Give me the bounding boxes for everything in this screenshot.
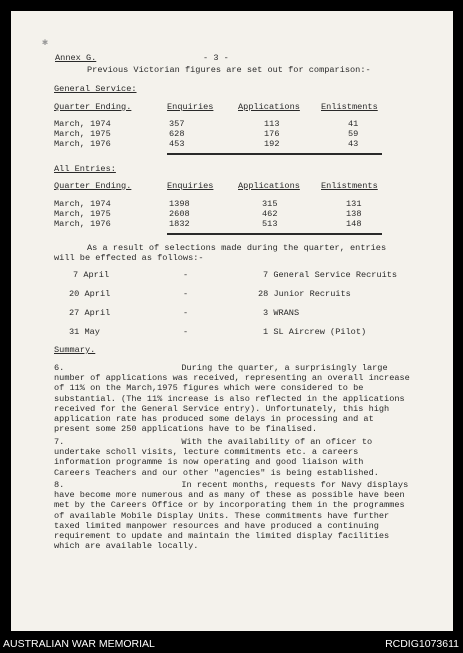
hole-punch-mark: ✱: [42, 38, 49, 49]
paragraph-6: [54, 363, 434, 434]
paragraph-line: number of applications was received, representing an overall increase: [54, 373, 410, 384]
general-service-heading: General Service:: [54, 84, 137, 94]
paragraph-8: [54, 480, 434, 551]
paragraph-line: which are available locally.: [54, 541, 199, 552]
paragraph-first-line: In recent months, requests for Navy displays: [181, 480, 409, 490]
table-cell-enlistments: 43: [348, 139, 359, 149]
table-row-quarter: March, 1976: [54, 139, 111, 149]
paragraph-number: 8.: [54, 480, 65, 490]
schedule-entry: 1 SL Aircrew (Pilot): [263, 327, 367, 337]
archive-id: RCDIG1073611: [385, 638, 459, 650]
paragraph-first-line: During the quarter, a surprisingly large: [181, 363, 388, 373]
table-cell-applications: 462: [262, 209, 278, 219]
paragraph-line: Careers Teachers and our other "agencies" is being established.: [54, 467, 379, 478]
col-header-applications: Applications: [238, 102, 300, 112]
schedule-date: 20 April: [69, 289, 111, 299]
table-rule: [167, 153, 382, 155]
table-cell-enquiries: 453: [169, 139, 185, 149]
schedule-dash: -: [183, 327, 189, 337]
paragraph-line: of available Mobile Display Units. These commitments have further: [54, 510, 390, 521]
paragraph-line: substantial. (The 11% increase is also reflected in the applications: [54, 393, 405, 404]
col-header-quarter: Quarter Ending.: [54, 102, 132, 112]
paragraph-line: requirement to update and maintain the limited display facilities: [54, 531, 390, 542]
archive-footer: [0, 636, 463, 653]
paragraph-line: received for the General Service entry). Unfortunately, this high: [54, 403, 390, 414]
col-header-quarter: Quarter Ending.: [54, 181, 132, 191]
paragraph-line: of 11% on the March,1975 figures which were considered to be: [54, 383, 364, 394]
col-header-applications: Applications: [238, 181, 300, 191]
paragraph-line: application rate has produced some delays in processing and at: [54, 414, 374, 425]
table-row-quarter: March, 1975: [54, 129, 111, 139]
schedule-entry: 28 Junior Recruits: [258, 289, 351, 299]
paragraph-line: present some 250 applications have to be finalised.: [54, 424, 318, 435]
table-cell-enlistments: 138: [346, 209, 362, 219]
paragraph-line: met by the Careers Office or by incorporating them in the programmes: [54, 500, 405, 511]
table-cell-enlistments: 41: [348, 119, 359, 129]
table-cell-enlistments: 131: [346, 199, 362, 209]
table-cell-applications: 513: [262, 219, 278, 229]
page-number: - 3 -: [203, 53, 229, 63]
paragraph-line: taxed limited manpower resources and have produced a continuing: [54, 520, 379, 531]
table-cell-applications: 315: [262, 199, 278, 209]
table-cell-enquiries: 357: [169, 119, 185, 129]
selections-line-1: As a result of selections made during the quarter, entries: [87, 243, 387, 253]
table-cell-applications: 192: [264, 139, 280, 149]
paragraph-line: have become more numerous and as many of these as possible have been: [54, 490, 405, 501]
table-row-quarter: March, 1974: [54, 119, 111, 129]
annex-label: Annex G.: [55, 53, 97, 63]
table-cell-applications: 113: [264, 119, 280, 129]
table-cell-enquiries: 1398: [169, 199, 190, 209]
summary-heading: Summary.: [54, 345, 96, 355]
schedule-dash: -: [183, 270, 189, 280]
table-row-quarter: March, 1975: [54, 209, 111, 219]
table-cell-enlistments: 59: [348, 129, 359, 139]
col-header-enlistments: Enlistments: [321, 181, 378, 191]
table-rule: [167, 233, 382, 235]
archive-name: AUSTRALIAN WAR MEMORIAL: [3, 638, 155, 650]
table-cell-applications: 176: [264, 129, 280, 139]
table-row-quarter: March, 1974: [54, 199, 111, 209]
schedule-entry: 3 WRANS: [263, 308, 300, 318]
col-header-enquiries: Enquiries: [167, 181, 214, 191]
table-cell-enquiries: 628: [169, 129, 185, 139]
selections-line-2: will be effected as follows:-: [54, 253, 204, 263]
schedule-dash: -: [183, 308, 189, 318]
schedule-dash: -: [183, 289, 189, 299]
paragraph-first-line: With the availability of an oficer to: [181, 437, 373, 447]
paragraph-7: [54, 437, 434, 478]
table-cell-enquiries: 1832: [169, 219, 190, 229]
intro-line: Previous Victorian figures are set out for comparison:-: [87, 65, 371, 75]
schedule-date: 27 April: [69, 308, 111, 318]
table-cell-enquiries: 2608: [169, 209, 190, 219]
paragraph-number: 6.: [54, 363, 65, 373]
schedule-date: 7 April: [73, 270, 110, 280]
col-header-enlistments: Enlistments: [321, 102, 378, 112]
document-page: [11, 11, 453, 631]
table-row-quarter: March, 1976: [54, 219, 111, 229]
schedule-date: 31 May: [69, 327, 100, 337]
table-cell-enlistments: 148: [346, 219, 362, 229]
schedule-entry: 7 General Service Recruits: [263, 270, 398, 280]
col-header-enquiries: Enquiries: [167, 102, 214, 112]
paragraph-line: undertake scholl visits, lecture commitments etc. a careers: [54, 447, 359, 458]
all-entries-heading: All Entries:: [54, 164, 116, 174]
paragraph-number: 7.: [54, 437, 65, 447]
paragraph-line: information programme is now operating and good liaison with: [54, 457, 364, 468]
